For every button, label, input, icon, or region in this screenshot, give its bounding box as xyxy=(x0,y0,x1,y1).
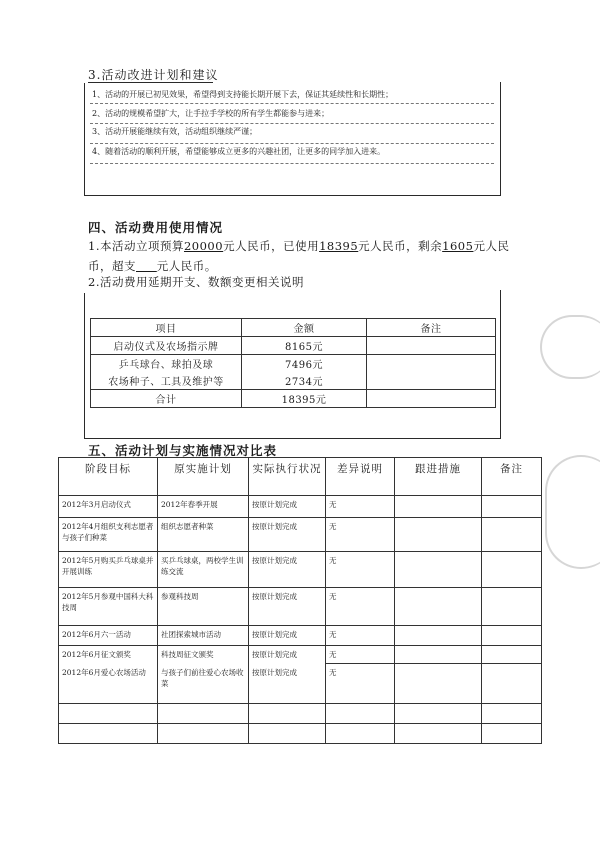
diff-cell: 无 xyxy=(326,588,395,626)
expense-row xyxy=(91,372,496,390)
diff-cell: 无 xyxy=(326,518,395,552)
expense-item: 农场种子、工具及维护等 xyxy=(91,372,242,390)
box-bottom-border xyxy=(84,195,501,196)
note-cell xyxy=(482,626,542,646)
expense-remark xyxy=(367,372,496,390)
plan-row xyxy=(59,646,542,664)
status-cell: 按原计划完成 xyxy=(249,588,326,626)
expense-remark xyxy=(367,337,496,355)
ruled-line xyxy=(90,143,494,144)
header-goal: 阶段目标 xyxy=(59,458,158,496)
plan-comparison-table xyxy=(58,457,542,744)
goal-cell: 2012年6月爱心农场活动 xyxy=(59,664,158,704)
plan-empty-row xyxy=(59,704,542,724)
goal-cell: 2012年5月参观中国科大科技周 xyxy=(59,588,158,626)
budget-statement xyxy=(88,236,528,276)
budget-text-5: 元人民币。 xyxy=(156,259,217,273)
plan-cell: 2012年春季开展 xyxy=(158,496,249,518)
followup-cell xyxy=(395,496,482,518)
header-followup: 跟进措施 xyxy=(395,458,482,496)
diff-cell: 无 xyxy=(326,496,395,518)
expense-remark xyxy=(367,355,496,373)
budget-text-2: 元人民币，已使用 xyxy=(223,239,320,253)
section5-title: 五、活动计划与实施情况对比表 xyxy=(88,443,278,458)
budget-text-4: 元人民币，超支 xyxy=(88,239,510,273)
note-cell xyxy=(482,552,542,588)
goal-cell: 2012年6月征文颁奖 xyxy=(59,646,158,664)
plan-row xyxy=(59,664,542,704)
status-cell: 按原计划完成 xyxy=(249,552,326,588)
followup-cell xyxy=(395,518,482,552)
plan-cell: 与孩子们前往爱心农场收菜 xyxy=(158,664,249,704)
goal-cell: 2012年4月组织支利志愿者与孩子们种菜 xyxy=(59,518,158,552)
note-cell xyxy=(482,588,542,626)
diff-cell: 无 xyxy=(326,626,395,646)
goal-cell: 2012年3月启动仪式 xyxy=(59,496,158,518)
ruled-line xyxy=(90,163,494,164)
budget-amount: 20000 xyxy=(183,239,224,253)
status-cell: 按原计划完成 xyxy=(249,646,326,664)
expense-row xyxy=(91,337,496,355)
frame-right-border xyxy=(500,290,501,438)
status-cell: 按原计划完成 xyxy=(249,664,326,704)
followup-cell xyxy=(395,588,482,626)
expense-row xyxy=(91,355,496,373)
status-cell: 按原计划完成 xyxy=(249,626,326,646)
box-left-border xyxy=(84,83,85,195)
expense-amount: 7496元 xyxy=(242,355,367,373)
plan-row xyxy=(59,496,542,518)
followup-cell xyxy=(395,646,482,664)
diff-cell: 无 xyxy=(326,646,395,664)
budget-text-1: 1.本活动立项预算 xyxy=(88,239,184,253)
budget-text-3: 元人民币，剩余 xyxy=(358,239,443,253)
followup-cell xyxy=(395,626,482,646)
header-diff: 差异说明 xyxy=(326,458,395,496)
expense-amount: 2734元 xyxy=(242,372,367,390)
section4-title: 四、活动费用使用情况 xyxy=(88,220,224,235)
improvement-item-1: 1、活动的开展已初见效果，希望得到支持能长期开展下去，保证其延续性和长期性； xyxy=(92,90,394,99)
frame-left-border xyxy=(84,293,85,438)
expense-item: 合计 xyxy=(91,390,242,408)
improvement-item-4: 4、随着活动的顺利开展，希望能够成立更多的兴趣社团，让更多的同学加入进来。 xyxy=(92,147,386,156)
expense-total-row xyxy=(91,390,496,408)
note-cell xyxy=(482,646,542,664)
section3-title: 3.活动改进计划和建议 xyxy=(88,68,219,82)
expense-item: 启动仪式及农场指示牌 xyxy=(91,337,242,355)
overspend-blank xyxy=(136,259,157,273)
expense-amount: 18395元 xyxy=(242,390,367,408)
plan-row xyxy=(59,518,542,552)
seal-stamp-fragment xyxy=(545,455,600,569)
header-plan: 原实施计划 xyxy=(158,458,249,496)
plan-cell: 科技周征文颁奖 xyxy=(158,646,249,664)
plan-cell: 组织志愿者种菜 xyxy=(158,518,249,552)
plan-cell: 买乒乓球桌，两校学生训练交流 xyxy=(158,552,249,588)
diff-cell: 无 xyxy=(326,664,395,704)
expense-remark xyxy=(367,390,496,408)
expense-note-title: 2.活动费用延期开支、数额变更相关说明 xyxy=(88,275,304,289)
plan-empty-row xyxy=(59,724,542,744)
box-right-border xyxy=(500,82,501,195)
header-amount: 金额 xyxy=(242,319,367,337)
expense-amount: 8165元 xyxy=(242,337,367,355)
plan-row xyxy=(59,588,542,626)
plan-row xyxy=(59,552,542,588)
header-remark: 备注 xyxy=(367,319,496,337)
status-cell: 按原计划完成 xyxy=(249,496,326,518)
header-note: 备注 xyxy=(482,458,542,496)
goal-cell: 2012年6月六一活动 xyxy=(59,626,158,646)
plan-header-row xyxy=(59,458,542,496)
ruled-line xyxy=(90,123,494,124)
header-status: 实际执行状况 xyxy=(249,458,326,496)
header-item: 项目 xyxy=(91,319,242,337)
expense-header-row xyxy=(91,319,496,337)
plan-cell: 社团探索城市活动 xyxy=(158,626,249,646)
diff-cell: 无 xyxy=(326,552,395,588)
frame-bottom-border xyxy=(84,438,501,439)
goal-cell: 2012年5月购买乒乓球桌并开展训练 xyxy=(59,552,158,588)
followup-cell xyxy=(395,664,482,704)
used-amount: 18395 xyxy=(319,239,359,253)
followup-cell xyxy=(395,552,482,588)
expense-table xyxy=(90,318,496,408)
improvement-item-2: 2、活动的规模希望扩大，让手拉手学校的所有学生都能参与进来； xyxy=(92,109,330,118)
plan-cell: 参观科技周 xyxy=(158,588,249,626)
note-cell xyxy=(482,496,542,518)
note-cell xyxy=(482,664,542,704)
status-cell: 按原计划完成 xyxy=(249,518,326,552)
ruled-line xyxy=(90,103,494,104)
title-underline xyxy=(88,82,213,83)
seal-stamp-fragment xyxy=(540,315,600,379)
plan-row xyxy=(59,626,542,646)
improvement-item-3: 3、活动开展能继续有效，活动组织继续严谨； xyxy=(92,127,258,136)
note-cell xyxy=(482,518,542,552)
remain-amount: 1605 xyxy=(442,239,474,253)
expense-item: 乒乓球台、球拍及球 xyxy=(91,355,242,373)
